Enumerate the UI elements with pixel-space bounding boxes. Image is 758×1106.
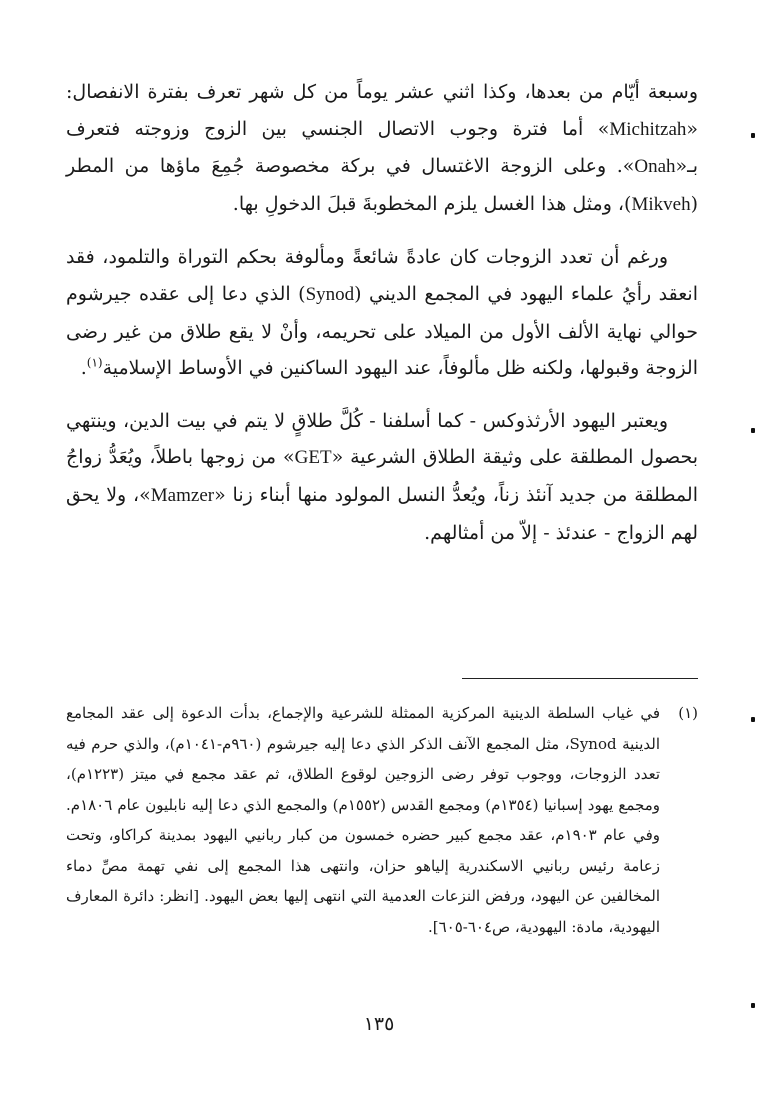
text-segment: » من زوجها باطلاً، ويُعَدُّ زواجُ المطلقة من جديد آنئذ زناً، ويُعدُّ النسل المولود منها أبناء زنا « — [66, 446, 698, 506]
latin-term: Mamzer — [150, 484, 215, 506]
main-text-body — [66, 74, 698, 567]
latin-term: Onah — [634, 156, 676, 178]
latin-term: Synod — [305, 283, 355, 305]
text-segment: ». وعلى الزوجة الاغتسال في بركة مخصوصة جُمِعَ ماؤها من المطر ( — [66, 155, 698, 215]
footnote — [66, 698, 698, 942]
latin-term: Mikveh — [631, 193, 691, 215]
margin-mark — [751, 428, 755, 433]
latin-term: Michitzah — [609, 118, 687, 140]
text-segment: ويعتبر اليهود الأرثذوكس - كما أسلفنا - كُلَّ طلاقٍ لا يتم في بيت الدين، وينتهي بحصول المطلقة على وثيقة الطلاق الشرعية « — [66, 409, 698, 469]
margin-mark — [751, 1003, 755, 1008]
text-segment: وسبعة أيّام من بعدها، وكذا اثني عشر يوماً من كل شهر تعرف بفترة الانفصال: « — [66, 81, 698, 140]
margin-mark — [751, 133, 755, 138]
footnote-marker: (١) — [678, 704, 698, 722]
paragraph-2 — [66, 239, 698, 386]
margin-mark — [751, 717, 755, 722]
latin-term: GET — [294, 447, 332, 469]
text-segment: » أما فترة وجوب الاتصال الجنسي بين الزوج وزوجته فتعرف بـ« — [66, 117, 698, 178]
footnote-text: في غياب السلطة الدينية المركزية الممثلة للشرعية والإجماع، بدأت الدعوة إلى عقد المجامع الدينية Synod، مثل المجمع الآنف الذكر الذي دعا إليه جيرشوم (٩٦٠م-١٠٤١م)، والذي حرم فيه تعدد الزوجات، ووجوب توفر رضى الزوجين لوقوع الطلاق، ثم عقد مجمع في ميتز (١٢٢٣م)، ومجمع يهود إسبانيا (١٣٥٤م) ومجمع القدس (١٥٥٢م) والمجمع الذي دعا إليه نابليون عام ١٨٠٦م. وفي عام ١٩٠٣م، عقد مجمع كبير حضره خمسون من كبار ربانيي اليهود بمدينة كراكاو، وتحت زعامة رئيس ربانيي الاسكندرية إلياهو حزان، وانتهى هذا المجمع إلى نفي تهمة مصِّ دماء المخالفين عن اليهود، ورفض النزعات العدمية التي انتهى إليها بعض اليهود. [انظر: دائرة المعارف اليهودية، مادة: اليهودية، ص٦٠٤-٦٠٥]. — [66, 704, 661, 936]
text-segment: . — [80, 357, 87, 380]
footnote-separator — [462, 678, 698, 679]
text-segment: )، ومثل هذا الغسل يلزم المخطوبةَ قبلَ الدخولِ بها. — [232, 192, 632, 215]
footnote-reference: (١) — [86, 355, 103, 370]
text-segment: »، ولا يحق لهم الزواج - عندئذ - إلاّ من أمثالهم. — [66, 483, 698, 544]
text-segment: ) الذي دعا إلى عقده جيرشوم حوالي نهاية الألف الأول من الميلاد على تحريمه، وأنْ لا يقع طلاق من غير رضى الزوجة وقبولها، ولكنه ظل مألوفاً، عند اليهود الساكنين في الأوساط الإسلامية — [66, 282, 698, 380]
paragraph-1 — [66, 74, 698, 223]
paragraph-3 — [66, 403, 698, 551]
text-segment: ورغم أن تعدد الزوجات كان عادةً شائعةً ومألوفة بحكم التوراة والتلمود، فقد انعقد رأيُ علماء اليهود في المجمع الديني ( — [66, 246, 698, 305]
page-number: ١٣٥ — [363, 1013, 395, 1035]
